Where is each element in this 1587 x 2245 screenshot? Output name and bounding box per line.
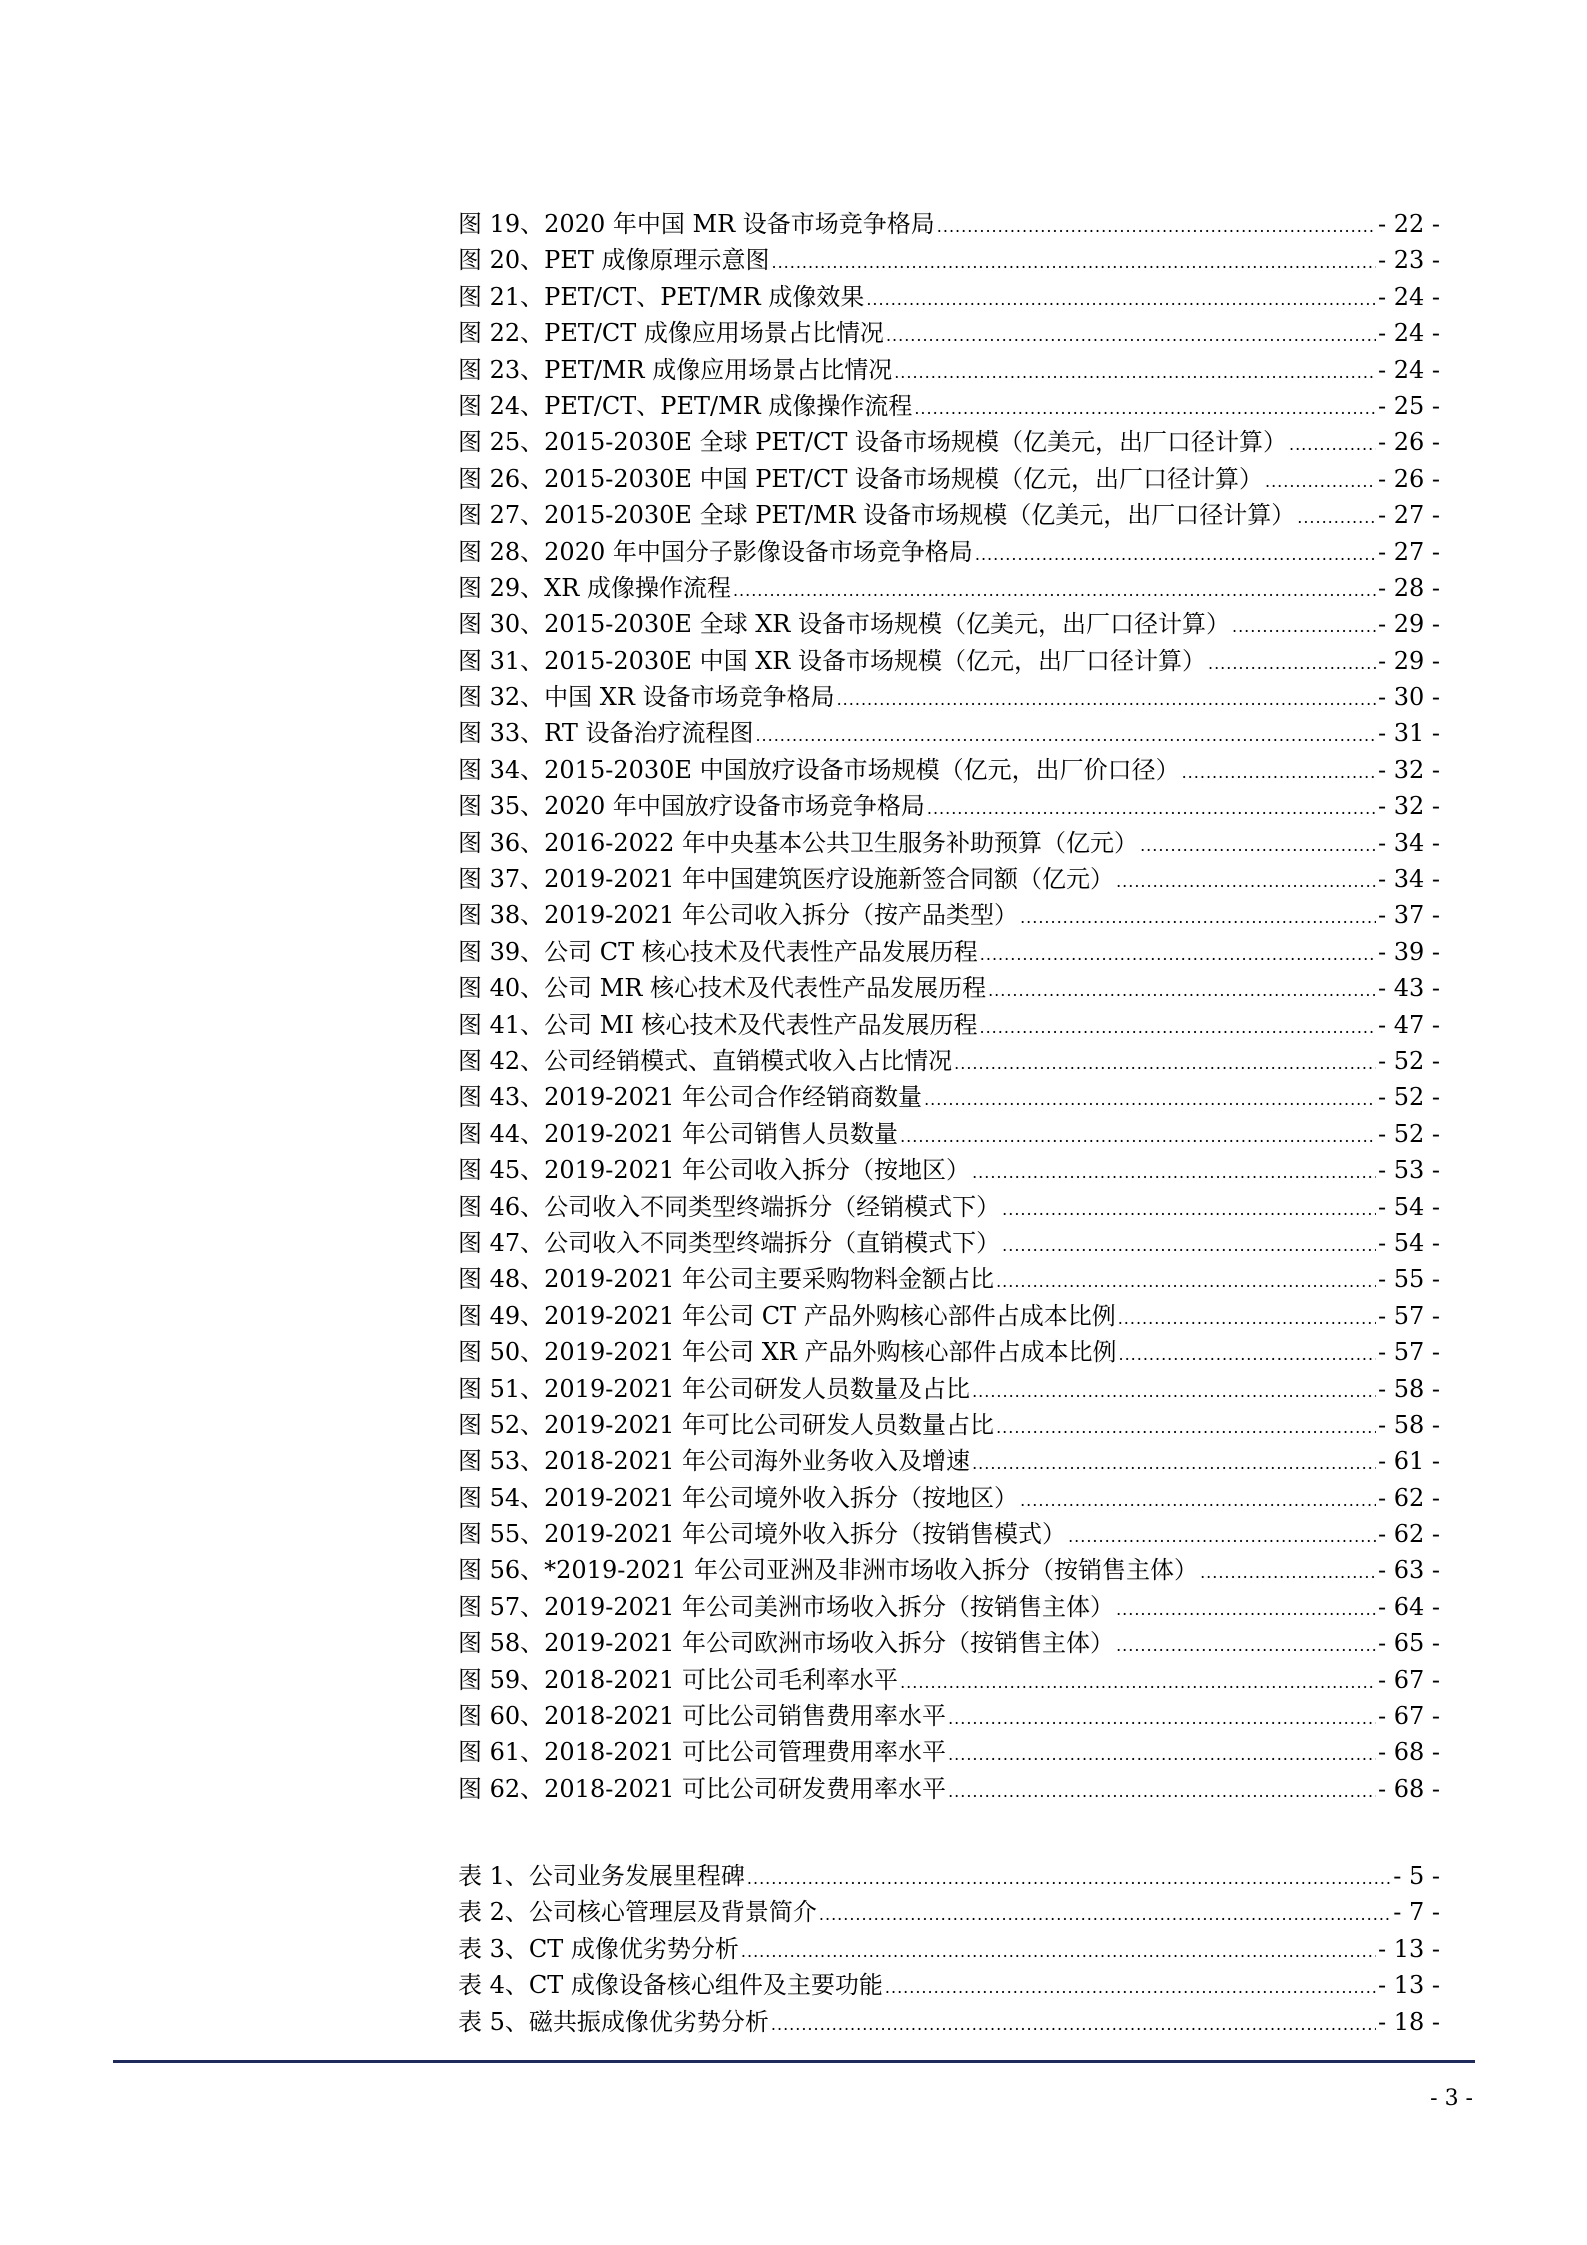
dot-leader: [1020, 1483, 1376, 1519]
toc-figure-entry[interactable]: [458, 1698, 1440, 1734]
toc-figure-entry[interactable]: [458, 970, 1440, 1006]
toc-table-entry-page-number: - 5 -: [1393, 1862, 1440, 1890]
toc-figure-entry-label: 图 22、PET/CT 成像应用场景占比情况: [458, 319, 884, 348]
dot-leader: [886, 318, 1376, 354]
toc-figure-entry-page-number: - 28 -: [1377, 573, 1440, 602]
toc-figure-entry-page-number: - 29 -: [1377, 646, 1440, 675]
toc-figure-entry-label: 图 61、2018-2021 可比公司管理费用率水平: [458, 1738, 947, 1767]
dot-leader: [1002, 1228, 1376, 1264]
toc-figure-entry-page-number: - 68 -: [1377, 1774, 1440, 1803]
toc-figure-entry-label: 图 33、RT 设备治疗流程图: [458, 719, 754, 748]
toc-figure-entry-page-number: - 24 -: [1377, 355, 1440, 384]
toc-figure-entry[interactable]: [458, 424, 1440, 460]
toc-figure-entry-label: 图 21、PET/CT、PET/MR 成像效果: [458, 282, 865, 311]
toc-figure-entry-page-number: - 53 -: [1377, 1156, 1440, 1185]
toc-figure-entry-page-number: - 27 -: [1377, 537, 1440, 566]
toc-figure-entry-label: 图 30、2015-2030E 全球 XR 设备市场规模（亿美元，出厂口径计算）: [458, 610, 1230, 639]
toc-figure-entry-label: 图 32、中国 XR 设备市场竞争格局: [458, 683, 835, 712]
toc-table-entry-label: 表 4、CT 成像设备核心组件及主要功能: [458, 1971, 883, 2000]
toc-figure-entry-label: 图 36、2016-2022 年中央基本公共卫生服务补助预算（亿元）: [458, 828, 1139, 857]
toc-figure-entry-page-number: - 62 -: [1377, 1483, 1440, 1512]
toc-figure-entry-label: 图 52、2019-2021 年可比公司研发人员数量占比: [458, 1410, 995, 1439]
toc-figure-entry-label: 图 45、2019-2021 年公司收入拆分（按地区）: [458, 1156, 971, 1185]
toc-figure-entry[interactable]: [458, 534, 1440, 570]
toc-figure-entry-label: 图 51、2019-2021 年公司研发人员数量及占比: [458, 1374, 971, 1403]
toc-figure-entry-label: 图 34、2015-2030E 中国放疗设备市场规模（亿元，出厂价口径）: [458, 755, 1180, 784]
toc-figure-entry-label: 图 29、XR 成像操作流程: [458, 573, 731, 602]
dot-leader: [1020, 900, 1376, 936]
dot-leader: [747, 1861, 1391, 1897]
toc-figure-entry[interactable]: [458, 1443, 1440, 1479]
dot-leader: [866, 282, 1376, 318]
dot-leader: [837, 682, 1376, 718]
dot-leader: [819, 1897, 1391, 1933]
dot-leader: [927, 791, 1376, 827]
dot-leader: [1116, 1628, 1376, 1664]
dot-leader: [914, 391, 1376, 427]
toc-figure-entry-label: 图 26、2015-2030E 中国 PET/CT 设备市场规模（亿元，出厂口径计算）: [458, 464, 1263, 493]
toc-figure-entry-page-number: - 26 -: [1377, 464, 1440, 493]
toc-table-entry-page-number: - 13 -: [1377, 1934, 1440, 1963]
dot-leader: [924, 1082, 1376, 1118]
toc-figure-entry-page-number: - 25 -: [1377, 391, 1440, 420]
toc-figure-entry[interactable]: [458, 352, 1440, 388]
toc-figure-entry[interactable]: [458, 1771, 1440, 1807]
toc-figure-entry[interactable]: [458, 825, 1440, 861]
toc-figure-entry-label: 图 42、公司经销模式、直销模式收入占比情况: [458, 1046, 953, 1075]
toc-figure-entry-page-number: - 54 -: [1377, 1228, 1440, 1257]
toc-figure-entry-page-number: - 34 -: [1377, 828, 1440, 857]
dot-leader: [1068, 1519, 1376, 1555]
dot-leader: [979, 1010, 1376, 1046]
dot-leader: [900, 1665, 1376, 1701]
dot-leader: [975, 537, 1376, 573]
toc-figure-entry-label: 图 19、2020 年中国 MR 设备市场竞争格局: [458, 210, 935, 238]
toc-figure-entry-label: 图 59、2018-2021 可比公司毛利率水平: [458, 1665, 899, 1694]
toc-figure-entry[interactable]: [458, 715, 1440, 751]
toc-figure-entry-label: 图 56、*2019-2021 年公司亚洲及非洲市场收入拆分（按销售主体）: [458, 1556, 1199, 1585]
toc-figure-entry[interactable]: [458, 1261, 1440, 1297]
toc-figure-entry-page-number: - 32 -: [1377, 755, 1440, 784]
dot-leader: [1118, 1337, 1376, 1373]
toc-table-entry[interactable]: [458, 1858, 1440, 1894]
dot-leader: [733, 573, 1376, 609]
toc-figure-entry-label: 图 20、PET 成像原理示意图: [458, 246, 770, 275]
dot-leader: [885, 1970, 1376, 2006]
toc-figure-entry-page-number: - 64 -: [1377, 1592, 1440, 1621]
toc-figure-entry-label: 图 57、2019-2021 年公司美洲市场收入拆分（按销售主体）: [458, 1592, 1115, 1621]
toc-figure-entry-label: 图 53、2018-2021 年公司海外业务收入及增速: [458, 1447, 971, 1476]
toc-figure-entry-page-number: - 43 -: [1377, 974, 1440, 1003]
dot-leader: [972, 1446, 1376, 1482]
toc-figure-entry[interactable]: [458, 497, 1440, 533]
toc-table-entry-page-number: - 7 -: [1393, 1898, 1440, 1927]
toc-figure-entry[interactable]: [458, 1152, 1440, 1188]
toc-figure-entry-label: 图 58、2019-2021 年公司欧洲市场收入拆分（按销售主体）: [458, 1629, 1115, 1658]
dot-leader: [755, 718, 1376, 754]
toc-table-entry-page-number: - 18 -: [1377, 2007, 1440, 2036]
dot-leader: [948, 1737, 1376, 1773]
page-number: - 3 -: [1430, 2086, 1473, 2111]
toc-figure-entry[interactable]: [458, 242, 1440, 278]
toc-figure-entry-label: 图 28、2020 年中国分子影像设备市场竞争格局: [458, 537, 973, 566]
toc-figure-entry-label: 图 47、公司收入不同类型终端拆分（直销模式下）: [458, 1228, 1001, 1257]
dot-leader: [988, 973, 1376, 1009]
toc-figure-entry-page-number: - 54 -: [1377, 1192, 1440, 1221]
dot-leader: [1232, 609, 1376, 645]
toc-figure-entry-page-number: - 67 -: [1377, 1702, 1440, 1731]
toc-figure-entry-page-number: - 39 -: [1377, 937, 1440, 966]
dot-leader: [972, 1374, 1376, 1410]
dot-leader: [1118, 1301, 1376, 1337]
toc-figure-entry-label: 图 44、2019-2021 年公司销售人员数量: [458, 1119, 899, 1148]
toc-figure-entry-page-number: - 24 -: [1377, 319, 1440, 348]
toc-figure-entry[interactable]: [458, 388, 1440, 424]
toc-figure-entry-page-number: - 30 -: [1377, 683, 1440, 712]
toc-figure-entry-page-number: - 24 -: [1377, 282, 1440, 311]
toc-figure-entry[interactable]: [458, 1298, 1440, 1334]
toc-figure-entry-label: 图 37、2019-2021 年中国建筑医疗设施新签合同额（亿元）: [458, 865, 1115, 894]
dot-leader: [741, 1934, 1376, 1970]
toc-figure-entry[interactable]: [458, 570, 1440, 606]
toc-figure-entry-page-number: - 52 -: [1377, 1083, 1440, 1112]
toc-table-entry[interactable]: [458, 1967, 1440, 2003]
footer-rule: [113, 2060, 1475, 2063]
toc-figure-entry[interactable]: [458, 606, 1440, 642]
dot-leader: [1289, 427, 1376, 463]
toc-figure-entry[interactable]: [458, 1189, 1440, 1225]
toc-figure-entry-page-number: - 68 -: [1377, 1738, 1440, 1767]
dot-leader: [937, 209, 1376, 245]
toc-figure-entry[interactable]: [458, 897, 1440, 933]
dot-leader: [1140, 828, 1376, 864]
toc-figure-entry-label: 图 39、公司 CT 核心技术及代表性产品发展历程: [458, 937, 978, 966]
dot-leader: [1208, 646, 1376, 682]
toc-figure-entry-page-number: - 47 -: [1377, 1010, 1440, 1039]
toc-figure-entry-label: 图 35、2020 年中国放疗设备市场竞争格局: [458, 792, 925, 821]
table-list: [458, 1858, 1440, 2040]
figure-list: [458, 206, 1440, 1807]
toc-figure-entry[interactable]: [458, 1662, 1440, 1698]
toc-figure-entry[interactable]: [458, 934, 1440, 970]
toc-figure-entry-page-number: - 61 -: [1377, 1447, 1440, 1476]
dot-leader: [1002, 1192, 1376, 1228]
toc-figure-entry-label: 图 31、2015-2030E 中国 XR 设备市场规模（亿元，出厂口径计算）: [458, 646, 1206, 675]
toc-figure-entry-page-number: - 63 -: [1377, 1556, 1440, 1585]
toc-figure-entry-page-number: - 67 -: [1377, 1665, 1440, 1694]
toc-figure-entry-page-number: - 29 -: [1377, 610, 1440, 639]
toc-table-entry-label: 表 5、磁共振成像优劣势分析: [458, 2007, 769, 2036]
toc-figure-entry[interactable]: [458, 1480, 1440, 1516]
toc-figure-entry-label: 图 49、2019-2021 年公司 CT 产品外购核心部件占成本比例: [458, 1301, 1116, 1330]
toc-table-entry[interactable]: [458, 2004, 1440, 2040]
toc-figure-entry[interactable]: [458, 1734, 1440, 1770]
toc-figure-entry[interactable]: [458, 1007, 1440, 1043]
dot-leader: [980, 937, 1376, 973]
toc-figure-entry-label: 图 23、PET/MR 成像应用场景占比情况: [458, 355, 893, 384]
toc-figure-entry-label: 图 54、2019-2021 年公司境外收入拆分（按地区）: [458, 1483, 1019, 1512]
toc-figure-entry[interactable]: [458, 861, 1440, 897]
toc-figure-entry[interactable]: [458, 1043, 1440, 1079]
toc-figure-entry[interactable]: [458, 279, 1440, 315]
toc-figure-entry[interactable]: [458, 1079, 1440, 1115]
toc-figure-entry[interactable]: [458, 461, 1440, 497]
toc-table-entry[interactable]: [458, 1894, 1440, 1930]
toc-figure-entry-label: 图 55、2019-2021 年公司境外收入拆分（按销售模式）: [458, 1520, 1067, 1549]
toc-figure-entry[interactable]: [458, 1625, 1440, 1661]
toc-figure-entry-label: 图 41、公司 MI 核心技术及代表性产品发展历程: [458, 1010, 978, 1039]
toc-figure-entry-page-number: - 55 -: [1377, 1265, 1440, 1294]
toc-figure-entry[interactable]: [458, 679, 1440, 715]
dot-leader: [900, 1119, 1376, 1155]
toc-table-entry-label: 表 2、公司核心管理层及背景简介: [458, 1898, 817, 1927]
toc-figure-entry-page-number: - 52 -: [1377, 1046, 1440, 1075]
toc-figure-entry[interactable]: [458, 1589, 1440, 1625]
toc-figure-entry-page-number: - 34 -: [1377, 865, 1440, 894]
dot-leader: [894, 355, 1376, 391]
toc-figure-entry-label: 图 46、公司收入不同类型终端拆分（经销模式下）: [458, 1192, 1001, 1221]
dot-leader: [1116, 1592, 1376, 1628]
dot-leader: [954, 1046, 1376, 1082]
toc-figure-entry-page-number: - 62 -: [1377, 1520, 1440, 1549]
toc-figure-entry-label: 图 24、PET/CT、PET/MR 成像操作流程: [458, 391, 913, 420]
toc-figure-entry-page-number: - 52 -: [1377, 1119, 1440, 1148]
dot-leader: [996, 1264, 1376, 1300]
toc-figure-entry[interactable]: [458, 206, 1440, 242]
dot-leader: [948, 1774, 1376, 1810]
toc-figure-entry[interactable]: [458, 1516, 1440, 1552]
dot-leader: [948, 1701, 1376, 1737]
toc-figure-entry-page-number: - 37 -: [1377, 901, 1440, 930]
dot-leader: [972, 1155, 1376, 1191]
toc-figure-entry-label: 图 62、2018-2021 可比公司研发费用率水平: [458, 1774, 947, 1803]
toc-figure-entry[interactable]: [458, 1407, 1440, 1443]
dot-leader: [996, 1410, 1376, 1446]
toc-table-entry-label: 表 1、公司业务发展里程碑: [458, 1862, 745, 1890]
dot-leader: [771, 2007, 1376, 2043]
toc-figure-entry[interactable]: [458, 1371, 1440, 1407]
toc-figure-entry-page-number: - 32 -: [1377, 792, 1440, 821]
toc-table-entry[interactable]: [458, 1931, 1440, 1967]
dot-leader: [1200, 1555, 1376, 1591]
toc-figure-entry-page-number: - 57 -: [1377, 1301, 1440, 1330]
toc-figure-entry[interactable]: [458, 1334, 1440, 1370]
dot-leader: [1265, 464, 1376, 500]
toc-figure-entry[interactable]: [458, 1116, 1440, 1152]
toc-figure-entry[interactable]: [458, 315, 1440, 351]
toc-figure-entry-label: 图 38、2019-2021 年公司收入拆分（按产品类型）: [458, 901, 1019, 930]
toc-figure-entry[interactable]: [458, 752, 1440, 788]
toc-figure-entry-label: 图 25、2015-2030E 全球 PET/CT 设备市场规模（亿美元，出厂口径计算）: [458, 428, 1287, 457]
toc-figure-entry[interactable]: [458, 788, 1440, 824]
dot-leader: [1116, 864, 1376, 900]
toc-figure-entry-page-number: - 26 -: [1377, 428, 1440, 457]
toc-figure-entry-label: 图 40、公司 MR 核心技术及代表性产品发展历程: [458, 974, 987, 1003]
toc-figure-entry-page-number: - 58 -: [1377, 1374, 1440, 1403]
dot-leader: [1297, 500, 1376, 536]
toc-figure-entry-label: 图 48、2019-2021 年公司主要采购物料金额占比: [458, 1265, 995, 1294]
toc-table-entry-label: 表 3、CT 成像优劣势分析: [458, 1934, 739, 1963]
toc-figure-entry[interactable]: [458, 643, 1440, 679]
toc-figure-entry-label: 图 50、2019-2021 年公司 XR 产品外购核心部件占成本比例: [458, 1338, 1117, 1367]
toc-figure-entry-page-number: - 22 -: [1377, 210, 1440, 238]
dot-leader: [1182, 755, 1376, 791]
toc-figure-entry-page-number: - 23 -: [1377, 246, 1440, 275]
toc-figure-entry-page-number: - 65 -: [1377, 1629, 1440, 1658]
toc-figure-entry[interactable]: [458, 1225, 1440, 1261]
toc-figure-entry-page-number: - 31 -: [1377, 719, 1440, 748]
toc-figure-entry-page-number: - 58 -: [1377, 1410, 1440, 1439]
toc-figure-entry-label: 图 60、2018-2021 可比公司销售费用率水平: [458, 1702, 947, 1731]
toc-figure-entry-page-number: - 57 -: [1377, 1338, 1440, 1367]
toc-figure-entry-label: 图 27、2015-2030E 全球 PET/MR 设备市场规模（亿美元，出厂口径计算）: [458, 501, 1296, 530]
toc-figure-entry-page-number: - 27 -: [1377, 501, 1440, 530]
toc-figure-entry-label: 图 43、2019-2021 年公司合作经销商数量: [458, 1083, 923, 1112]
toc-table-entry-page-number: - 13 -: [1377, 1971, 1440, 2000]
toc-figure-entry[interactable]: [458, 1552, 1440, 1588]
dot-leader: [771, 245, 1376, 281]
